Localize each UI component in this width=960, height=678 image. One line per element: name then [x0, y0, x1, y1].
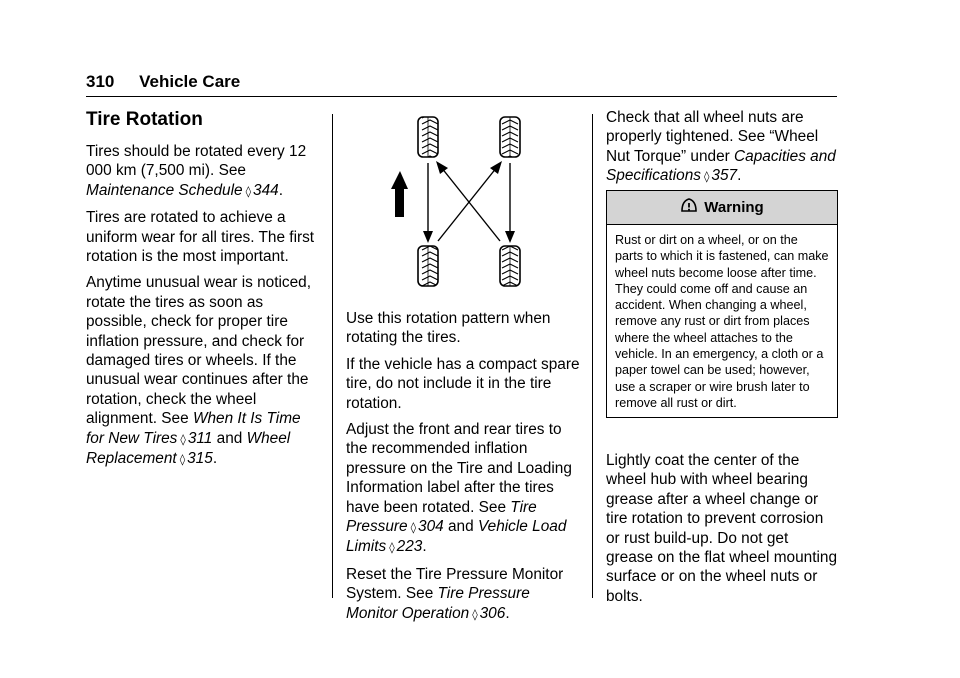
text: .	[422, 538, 427, 556]
warning-text: Rust or dirt on a wheel, or on the parts to which it is fastened, can make wheel nuts become loose after time. They could come off and cause an accident. When changing a wheel, remove any rust or dirt from places where the wheel attaches to the vehicle. In an emergency, a cloth or a paper towel can be used; however, use a scraper or wire brush later to remove all rust or dirt.	[615, 233, 829, 410]
cross-reference[interactable]: When It Is Time for New Tires	[86, 410, 301, 447]
text: .	[212, 450, 218, 468]
paragraph: Use this rotation pattern when rotating the tires.	[346, 310, 551, 347]
page-ref-icon: ◊	[410, 521, 417, 535]
text: .	[278, 181, 283, 199]
paragraph	[346, 420, 580, 558]
right-column-lower	[606, 451, 838, 613]
page-ref[interactable]: 357	[711, 167, 738, 185]
front-arrow-icon	[395, 187, 404, 217]
text: Tires should be rotated every 12 000 km (7,500 mi). See	[86, 143, 307, 180]
text: Reset the Tire Pressure Monitor System. See	[346, 565, 564, 603]
paragraph: If the vehicle has a compact spare tire, do not include it in the tire rotation.	[346, 355, 580, 412]
header-rule	[86, 96, 837, 97]
arrow-head-icon	[505, 231, 515, 243]
left-column	[86, 108, 322, 477]
tire-rotation-diagram	[380, 113, 540, 291]
arrow-head-icon	[490, 161, 502, 174]
tire-icon	[418, 117, 438, 157]
rotation-arrow-icon	[441, 167, 500, 241]
text: Anytime unusual wear is noticed, rotate the tires as soon as possible, check for proper tire inflation pressure, and check for damaged tires or wheels. If the unusual wear continues after the rotation, check the wheel alignment. See	[86, 274, 311, 428]
page-ref[interactable]: 311	[187, 429, 213, 447]
page-ref[interactable]: 344	[253, 181, 279, 199]
cross-reference[interactable]: Wheel Replacement	[86, 429, 291, 468]
middle-column	[346, 309, 580, 631]
warning-label: Warning	[704, 199, 764, 216]
paragraph	[606, 108, 838, 187]
page-number: 310	[86, 72, 115, 91]
warning-icon	[680, 197, 698, 219]
text: Adjust the front and rear tires to the recommended inflation pressure on the Tire and Loading Information label after the tires have been rotated. See	[346, 421, 572, 516]
page-ref-icon: ◊	[179, 453, 186, 467]
text: .	[505, 604, 510, 622]
arrow-head-icon	[436, 161, 448, 174]
page-ref[interactable]: 315	[187, 450, 213, 468]
arrow-head-icon	[423, 231, 433, 243]
page-ref-icon: ◊	[703, 170, 710, 184]
paragraph	[86, 273, 322, 469]
text: and	[443, 518, 478, 536]
text: and	[212, 429, 247, 447]
page-ref-icon: ◊	[245, 184, 252, 198]
text: Check that all wheel nuts are properly tightened. See “Wheel Nut Torque” under	[606, 109, 819, 165]
rotation-arrow-icon	[438, 167, 497, 241]
tire-icon	[500, 246, 520, 286]
page-ref-icon: ◊	[472, 607, 478, 621]
paragraph: Tires are rotated to achieve a uniform wear for all tires. The first rotation is the most important.	[86, 209, 315, 266]
front-arrow-head-icon	[391, 171, 408, 189]
right-column	[606, 108, 838, 194]
cross-reference[interactable]: Capacities and Specifications	[606, 147, 836, 185]
tire-icon	[418, 246, 438, 286]
cross-reference[interactable]: Vehicle Load Limits	[346, 518, 567, 556]
page-ref-icon: ◊	[389, 541, 395, 555]
page-ref-icon: ◊	[180, 432, 186, 446]
warning-box	[606, 190, 838, 418]
page-ref[interactable]: 304	[418, 518, 444, 536]
page-ref[interactable]: 223	[396, 538, 423, 556]
paragraph: Lightly coat the center of the wheel hub with wheel bearing grease after a wheel change or tire rotation to prevent corrosion or rust build-up. Do not get grease on the flat wheel mounting surface or on the wheel nuts or bolts.	[606, 452, 838, 605]
warning-header	[607, 191, 837, 225]
page-ref[interactable]: 306	[479, 604, 506, 622]
text: .	[737, 167, 742, 185]
section-heading: Tire Rotation	[86, 109, 203, 130]
paragraph	[346, 565, 580, 624]
cross-reference[interactable]: Maintenance Schedule	[86, 181, 243, 199]
cross-reference[interactable]: Tire Pressure Monitor Operation	[346, 585, 530, 622]
column-divider-1	[332, 114, 333, 598]
section-title: Vehicle Care	[139, 72, 241, 91]
page-header	[86, 72, 240, 92]
cross-reference[interactable]: Tire Pressure	[346, 498, 537, 536]
paragraph	[86, 142, 322, 201]
column-divider-2	[592, 114, 593, 598]
tire-icon	[500, 117, 520, 157]
